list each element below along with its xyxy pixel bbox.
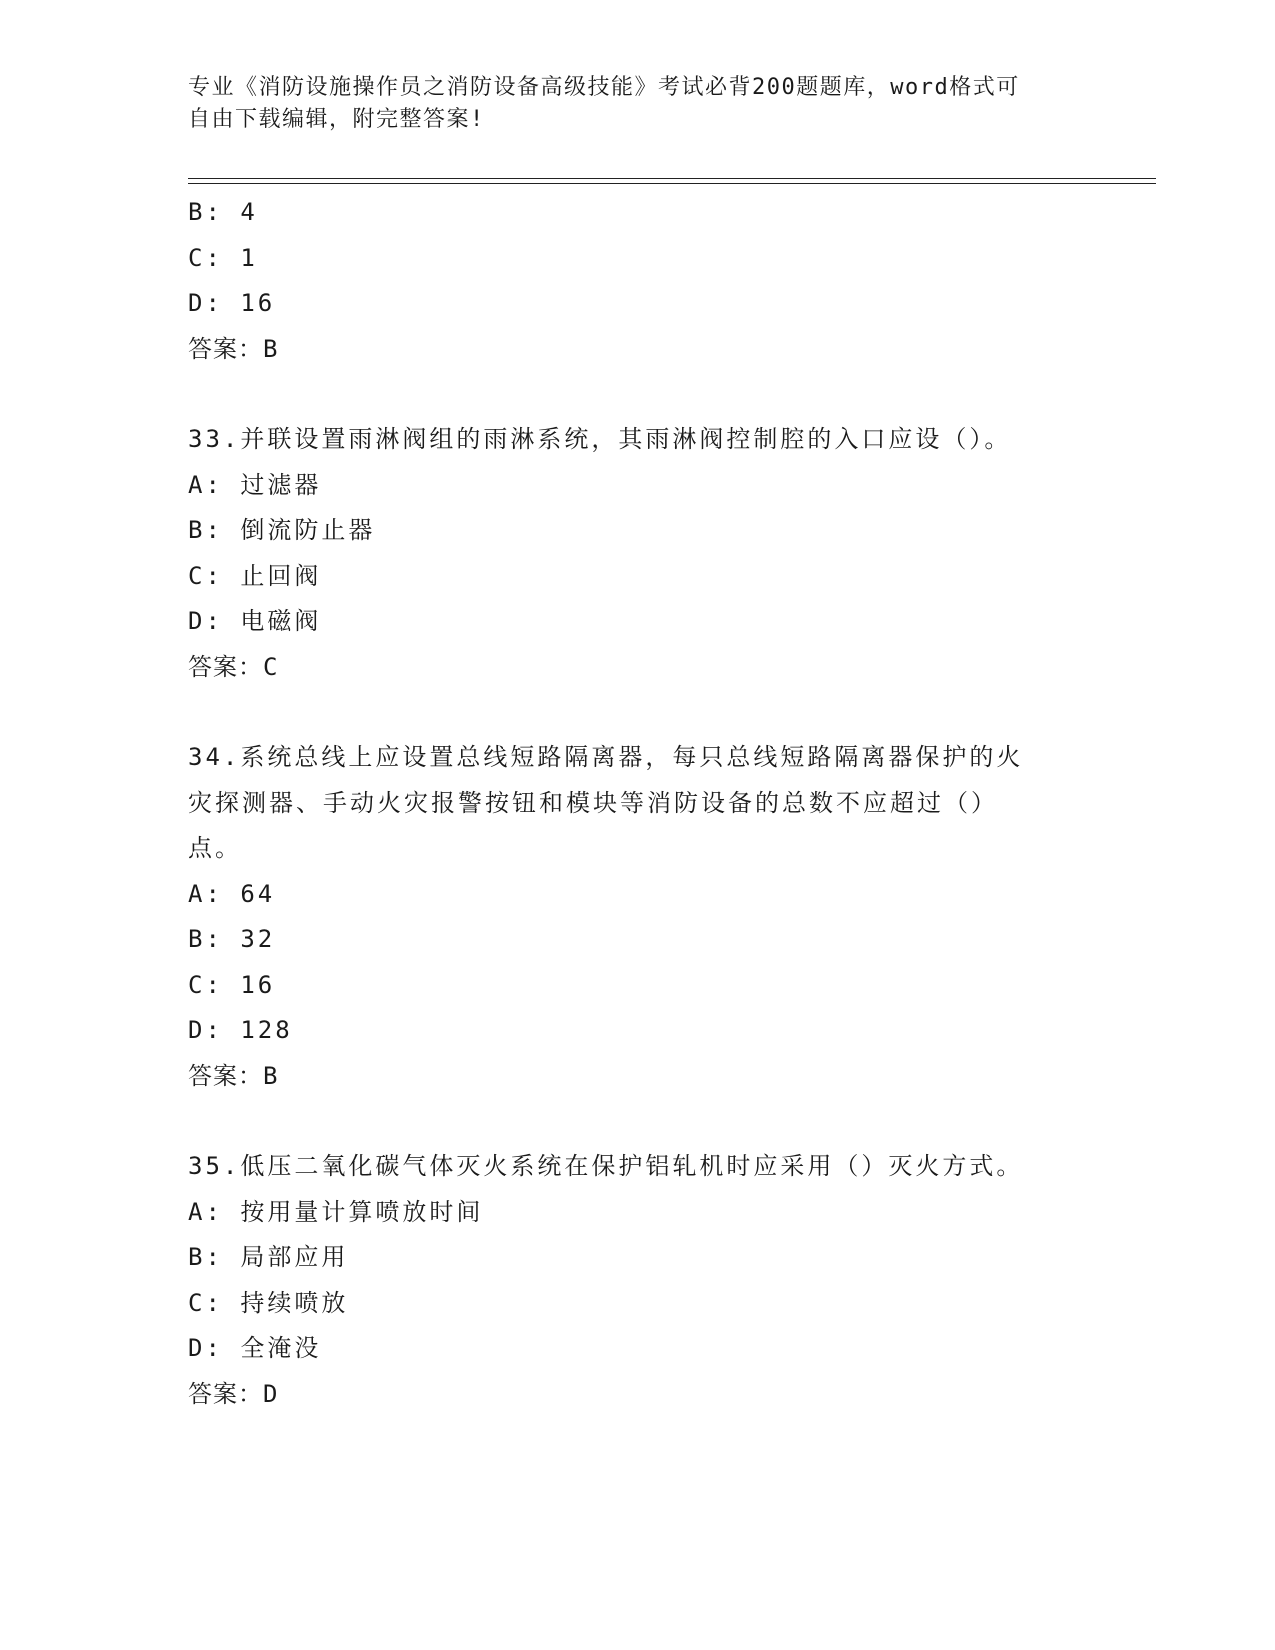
- option-a: A: 过滤器: [188, 470, 322, 499]
- option-b: B: 局部应用: [188, 1243, 349, 1271]
- option-b: B: 倒流防止器: [188, 516, 376, 544]
- option-d: D: 全淹没: [188, 1334, 322, 1362]
- option-d: D: 电磁阀: [188, 607, 322, 635]
- question-block: [188, 735, 1088, 1099]
- header-line-2: 自由下载编辑，附完整答案!: [188, 107, 485, 132]
- answer-line: 答案：D: [188, 1379, 279, 1408]
- spacer: [188, 1099, 1088, 1144]
- option-d: D: 16: [188, 289, 276, 317]
- question-stem: 35.低压二氧化碳气体灭火系统在保护铝轧机时应采用（）灭火方式。: [188, 1152, 1024, 1180]
- option-c: C: 16: [188, 970, 276, 999]
- option-b: B: 32: [188, 925, 276, 953]
- question-stem: 33.并联设置雨淋阀组的雨淋系统，其雨淋阀控制腔的入口应设（）。: [188, 425, 1012, 453]
- document-header: [188, 72, 1068, 136]
- answer-line: 答案：C: [188, 652, 279, 681]
- spacer: [188, 372, 1088, 417]
- question-block: [188, 1144, 1088, 1417]
- question-stem-line-1: 34.系统总线上应设置总线短路隔离器，每只总线短路隔离器保护的火: [188, 743, 1024, 771]
- option-a: A: 按用量计算喷放时间: [188, 1197, 484, 1226]
- option-b: B: 4: [188, 198, 258, 226]
- option-a: A: 64: [188, 879, 276, 908]
- option-c: C: 持续喷放: [188, 1288, 349, 1317]
- question-block: [188, 417, 1088, 690]
- option-d: D: 128: [188, 1016, 293, 1044]
- answer-line: 答案：B: [188, 1061, 279, 1090]
- spacer: [188, 690, 1088, 735]
- question-list: [188, 190, 1088, 1417]
- header-line-1: 专业《消防设施操作员之消防设备高级技能》考试必背200题题库，word格式可: [188, 75, 1020, 100]
- option-c: C: 1: [188, 243, 258, 272]
- question-stem-line-2: 灾探测器、手动火灾报警按钮和模块等消防设备的总数不应超过（）: [188, 788, 998, 817]
- header-divider-bottom: [188, 183, 1156, 184]
- option-c: C: 止回阀: [188, 561, 322, 590]
- question-stem-line-3: 点。: [188, 834, 242, 862]
- answer-line: 答案：B: [188, 334, 279, 363]
- header-divider-top: [188, 178, 1156, 179]
- question-block: [188, 190, 1088, 372]
